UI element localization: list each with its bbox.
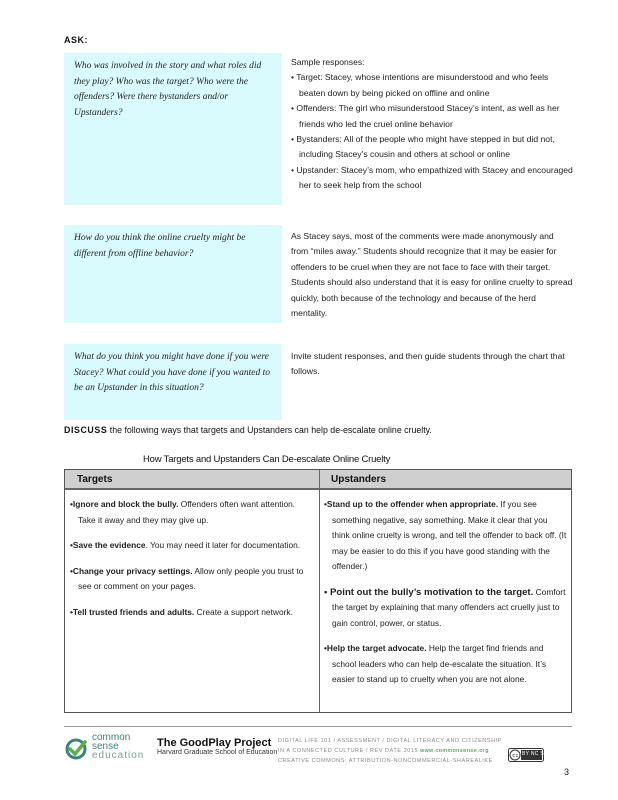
question-3-box	[64, 344, 282, 420]
tip-ignore-title: •Ignore and block the bully.	[70, 499, 179, 509]
discuss-text: the following ways that targets and Upstanders can help de-escalate online cruelty.	[109, 425, 432, 435]
tip-tell-title: •Tell trusted friends and adults.	[70, 606, 195, 617]
cs-logo-line1: common	[92, 732, 131, 743]
tip-standup-text: If you see something negative, say something. Make it clear that you think online cruelty is wrong, and tell the offender to back off. (It may be easier to do this if you have good standing with the offender.)	[332, 499, 567, 571]
goodplay-logo	[157, 737, 277, 756]
question-2-text: How do you think the online cruelty might be different from offline behavior?	[74, 233, 246, 259]
answer-1-intro: Sample responses:	[291, 57, 365, 67]
answer-3: Invite student responses, and then guide students through the chart that follows.	[291, 351, 565, 377]
tip-save-title: •Save the evidence	[70, 540, 146, 550]
question-3-text: What do you think you might have done if you were Stacey? What could you have done if you wanted to be an Upstander in this situation?	[74, 352, 271, 393]
answer-1-bullet-target: • Target: Stacey, whose intentions are misunderstood and who feels beaten down by being picked on offline and online	[291, 72, 549, 98]
license-text	[278, 736, 502, 766]
cc-badge-label: BY NC SA	[522, 751, 548, 757]
targets-cell	[70, 497, 310, 630]
table-header-row	[65, 470, 571, 490]
list-item	[70, 605, 310, 621]
ask-heading: ASK:	[64, 35, 88, 45]
deescalate-table	[64, 469, 572, 713]
license-link[interactable]: www.commonsense.org	[420, 748, 489, 754]
tip-save-text: . You may need it later for documentation.	[145, 540, 301, 550]
question-1-text: Who was involved in the story and what roles did they play? Who was the target? Who were the offenders? Were there bystanders and/or Upstanders?	[74, 61, 262, 118]
cs-logo-line3: education	[92, 750, 145, 761]
creative-commons-badge	[508, 748, 548, 762]
list-item	[324, 497, 567, 575]
answer-1	[291, 55, 573, 194]
tip-ignore-text: Offenders often want attention. Take it away and they may give up.	[78, 499, 296, 525]
col-header-upstanders: Upstanders	[331, 474, 387, 485]
tip-privacy-title: •Change your privacy settings.	[70, 565, 193, 576]
column-divider	[319, 470, 320, 712]
tip-tell-text: Create a support network.	[194, 606, 293, 617]
upstanders-cell	[324, 497, 567, 698]
license-line: DIGITAL LIFE 101 / ASSESSMENT / DIGITAL LITERACY AND CITIZENSHIP IN A CONNECTED CULTURE / REV DATE 2015	[278, 738, 502, 754]
page-number: 3	[564, 767, 570, 777]
tip-advocate-title: •Help the target advocate.	[324, 643, 427, 653]
list-item	[324, 641, 567, 688]
tip-standup-title: •Stand up to the offender when appropriate.	[324, 499, 499, 509]
tip-motivation-text: Comfort the target by explaining that many offenders act cruelly just to gain control, power, or status.	[332, 586, 566, 628]
list-item	[324, 585, 567, 632]
answer-1-bullet-upstander: • Upstander: Stacey’s mom, who empathized with Stacey and encouraged her to seek help from the school	[291, 164, 573, 191]
question-2-box	[64, 225, 282, 323]
tip-motivation-title: • Point out the bully’s motivation to the target.	[324, 586, 534, 598]
discuss-line	[64, 425, 432, 435]
license-line-2: CREATIVE COMMONS: ATTRIBUTION-NONCOMMERCIAL-SHAREALIKE	[278, 758, 493, 764]
tip-privacy-text: Allow only people you trust to see or comment on your pages.	[78, 565, 304, 591]
svg-text:cc: cc	[512, 753, 519, 760]
list-item	[70, 538, 310, 554]
goodplay-subtitle: Harvard Graduate School of Education	[157, 749, 278, 756]
goodplay-title: The GoodPlay Project	[157, 737, 272, 749]
checkmark-circle-icon	[64, 737, 88, 761]
common-sense-logo	[64, 733, 154, 769]
answer-1-bullet-offenders: • Offenders: The girl who misunderstood Stacey’s intent, as well as her friends who led the cruel online behavior	[291, 103, 560, 129]
discuss-label: DISCUSS	[64, 425, 108, 435]
answer-2: As Stacey says, most of the comments were made anonymously and from “miles away.” Students should recognize that it may be easier for offenders to be cruel when they are not face to face with their target. Students should also understand that it is easy for online cruelty to spread quickly, both because of the technology and because of the herd mentality.	[291, 231, 573, 319]
list-item	[70, 497, 310, 528]
list-item	[70, 564, 310, 595]
question-1-box	[64, 53, 282, 205]
cs-logo-line2: sense	[92, 741, 119, 752]
tip-advocate-text: Help the target find friends and school leaders who can help de-escalate the situation. It’s easier to stand up to cruelty when you are not alone.	[332, 643, 547, 684]
table-title: How Targets and Upstanders Can De-escalate Online Cruelty	[143, 454, 391, 465]
col-header-targets: Targets	[77, 474, 113, 485]
footer-divider	[64, 726, 572, 727]
answer-1-bullet-bystanders: • Bystanders: All of the people who might have stepped in but did not, including Stacey’s cousin and others at school or online	[291, 134, 555, 160]
